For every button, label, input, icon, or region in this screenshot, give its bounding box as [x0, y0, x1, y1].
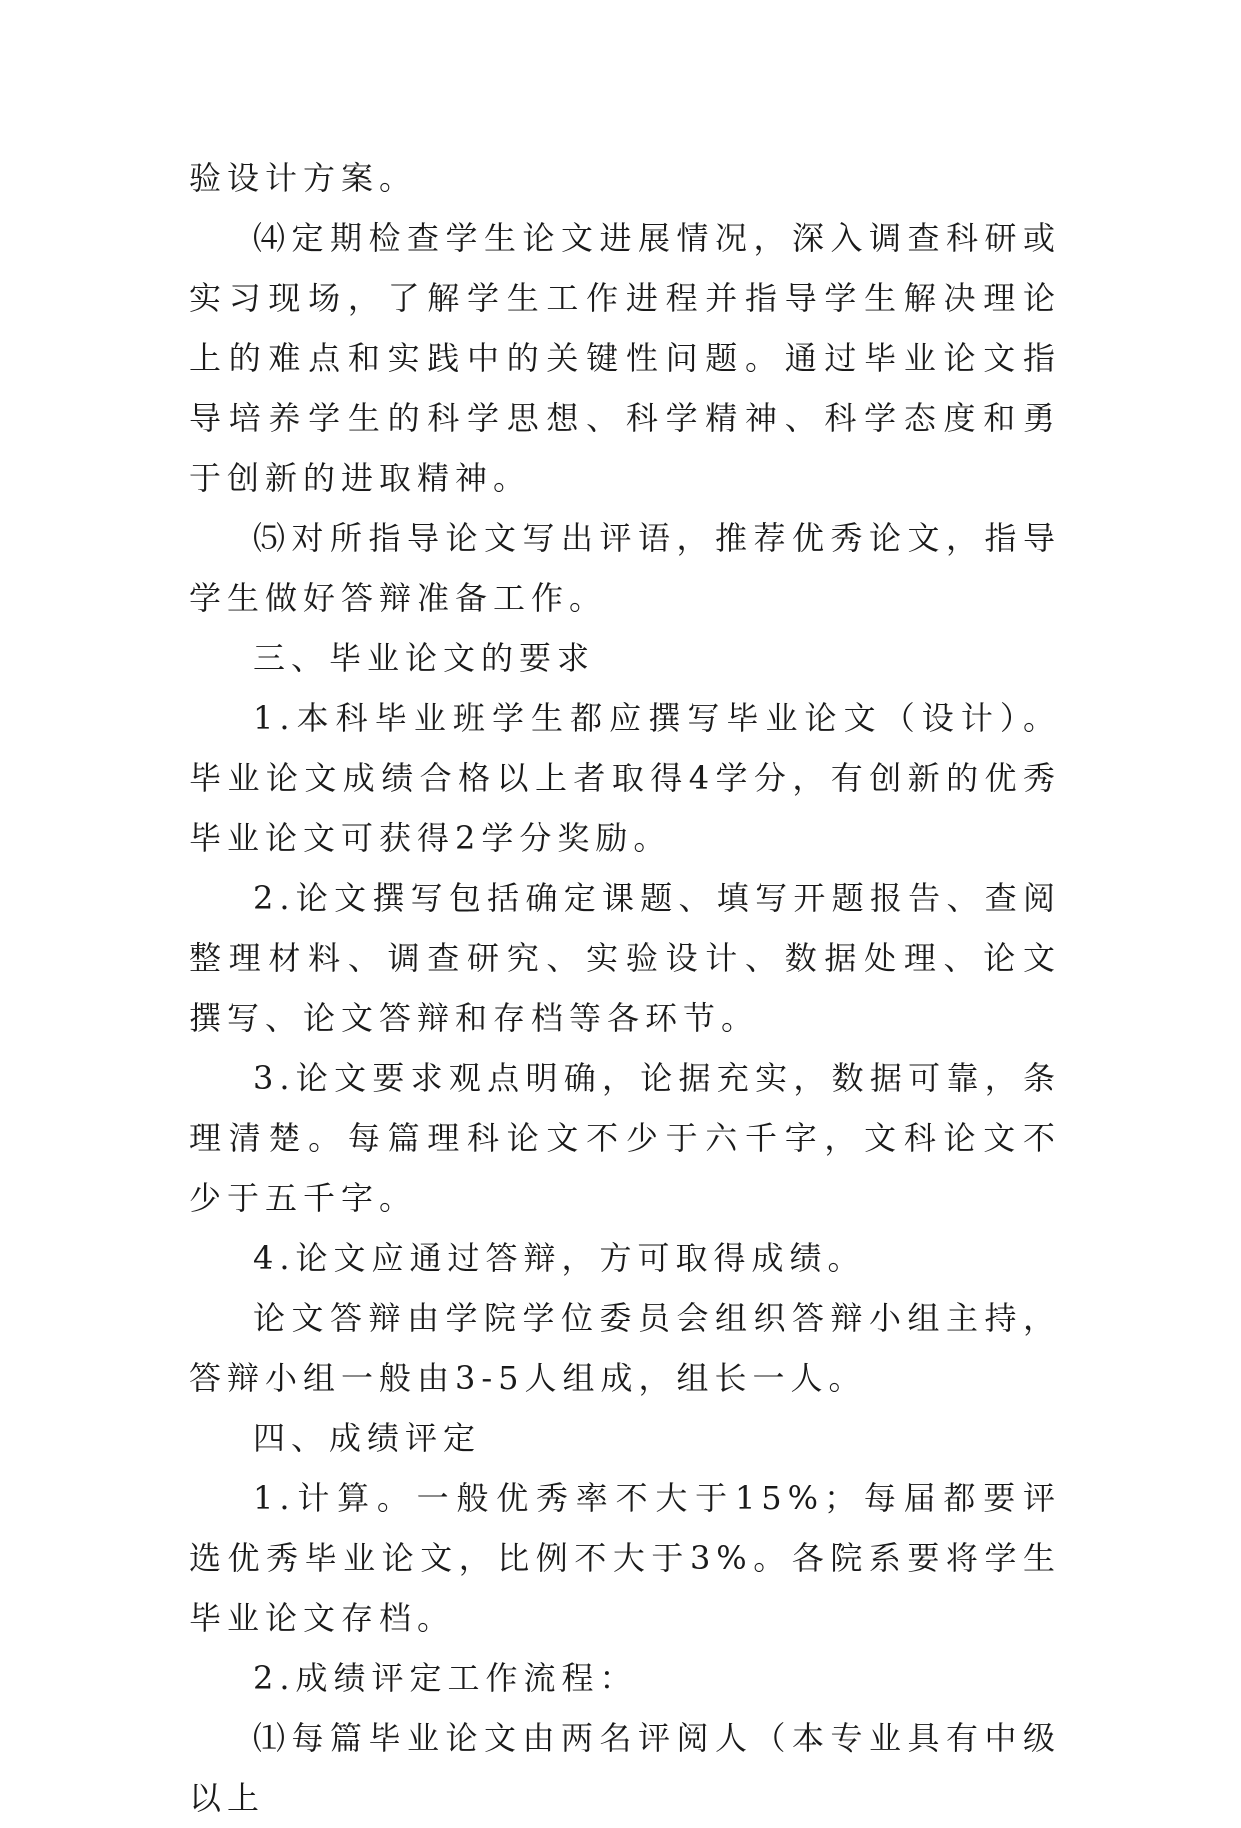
- paragraph-10: 2.成绩评定工作流程：: [253, 1659, 638, 1697]
- paragraph-2: ⑷定期检查学生论文进展情况，深入调查科研或实习现场，了解学生工作进程并指导学生解决理论上的难点和实践中的关键性问题。通过毕业论文指导培养学生的科学思想、科学精神、科学态度和勇于创新的进取精神。: [189, 219, 1061, 497]
- paragraph-7: 4.论文应通过答辩，方可取得成绩。: [253, 1239, 866, 1277]
- paragraph-3: ⑸对所指导论文写出评语，推荐优秀论文，指导学生做好答辩准备工作。: [189, 519, 1061, 617]
- paragraph-9: 1.计算。一般优秀率不大于15%；每届都要评选优秀毕业论文，比例不大于3%。各院系要将学生毕业论文存档。: [189, 1479, 1061, 1637]
- section-heading-4: 四、成绩评定: [253, 1419, 482, 1457]
- section-heading-3: 三、毕业论文的要求: [253, 639, 596, 677]
- paragraph-6: 3.论文要求观点明确，论据充实，数据可靠，条理清楚。每篇理科论文不少于六千字，文科论文不少于五千字。: [189, 1059, 1061, 1217]
- document-page: [189, 148, 1061, 1828]
- paragraph-8: 论文答辩由学院学位委员会组织答辩小组主持，答辩小组一般由3-5人组成，组长一人。: [189, 1299, 1061, 1397]
- paragraph-1: 验设计方案。: [189, 159, 418, 197]
- paragraph-5: 2.论文撰写包括确定课题、填写开题报告、查阅整理材料、调查研究、实验设计、数据处理、论文撰写、论文答辩和存档等各环节。: [189, 879, 1061, 1037]
- paragraph-4: 1.本科毕业班学生都应撰写毕业论文（设计）。毕业论文成绩合格以上者取得4学分，有创新的优秀毕业论文可获得2学分奖励。: [189, 699, 1061, 857]
- paragraph-11: ⑴每篇毕业论文由两名评阅人（本专业具有中级以上: [189, 1719, 1061, 1817]
